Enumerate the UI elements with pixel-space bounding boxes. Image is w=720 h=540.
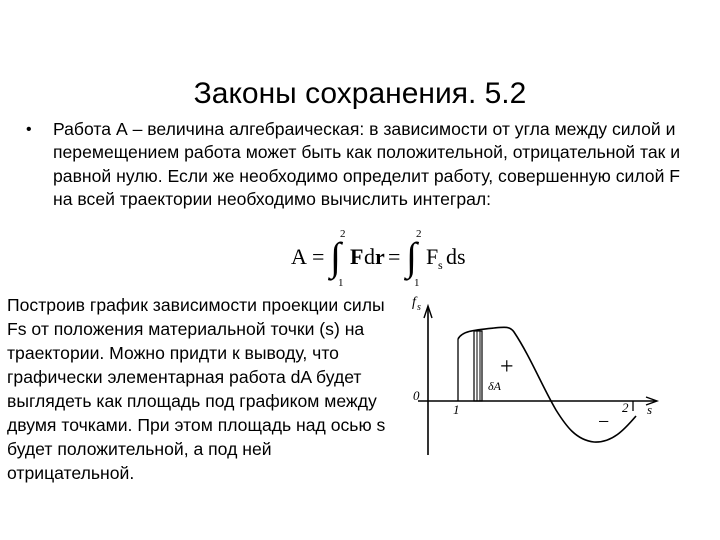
work-integral-formula <box>288 226 478 290</box>
force-curve <box>458 327 636 442</box>
integral-2-lower-limit: 1 <box>414 277 420 289</box>
integral-sign-1: ∫ <box>330 234 341 279</box>
bullet-paragraph: Работа А – величина алгебраическая: в зависимости от угла между силой и перемещением работа может быть как положительной, отрицательной так и равной нулю. Если же необходимо определит работу, совершенную силой F на всей траектории необходимо вычислить интеграл: <box>53 119 681 210</box>
integral-2-upper-limit: 2 <box>416 228 422 240</box>
origin-label: 0 <box>413 388 420 403</box>
integrand-2-ds: ds <box>446 244 466 269</box>
elementary-work-label: δA <box>488 379 501 393</box>
x-axis-label: s <box>647 402 653 417</box>
formula-equals-2: = <box>388 244 401 269</box>
integrand-1-F: F <box>350 244 364 269</box>
integral-1-upper-limit: 2 <box>340 228 346 240</box>
point-1-label: 1 <box>453 402 460 417</box>
y-axis-label: f <box>412 295 416 310</box>
graph-explanation-text: Построив график зависимости проекции силы Fs от положения материальной точки (s) на траектории. Можно придти к выводу, что графически элементарная работа dA будет выглядеть как площадь под графиком между двумя точками. При этом площадь над осью s будет положительной, а под ней отрицательной. <box>7 295 386 483</box>
integrand-2-subscript-s: s <box>438 258 443 272</box>
force-vs-position-graph <box>400 290 670 460</box>
integrand-1-r: r <box>375 244 385 269</box>
integral-1-lower-limit: 1 <box>338 277 344 289</box>
integral-sign-2: ∫ <box>406 234 417 279</box>
positive-area-label: + <box>500 354 514 380</box>
y-axis-label-subscript: s <box>417 302 421 313</box>
slide-title: Законы сохранения. 5.2 <box>193 77 527 110</box>
negative-area-label: − <box>598 411 610 433</box>
integrand-1-d: d <box>364 244 375 269</box>
formula-equals-1: = <box>312 244 325 269</box>
formula-lhs: A <box>291 244 307 269</box>
integrand-2-F: F <box>426 244 439 269</box>
elementary-work-strip <box>474 331 482 401</box>
bullet-marker: • <box>26 121 32 138</box>
point-2-label: 2 <box>622 400 629 415</box>
